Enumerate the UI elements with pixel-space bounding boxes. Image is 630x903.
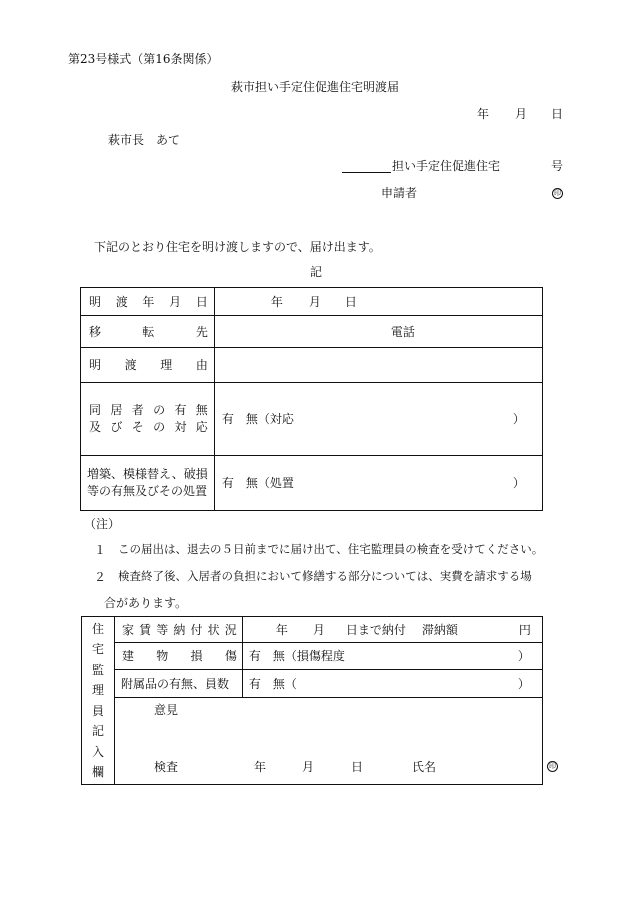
notes-heading: （注） — [84, 517, 121, 531]
label-cell: 附属品の有無、員数 — [114, 670, 242, 698]
label-cell: 明 渡 理 由 — [81, 348, 215, 383]
table-row — [81, 288, 543, 316]
inspector-side-label: 住 宅 監 理 員 記 入 欄 — [82, 617, 115, 785]
damage-field[interactable]: 有 無（損傷程度 ） — [242, 643, 542, 670]
table-row — [82, 643, 543, 670]
note-1-number: １ — [94, 543, 107, 557]
renovation-field[interactable]: 有 無（処置 ） — [214, 456, 542, 511]
label-cell: 増築、模様替え、破損 等の有無及びその処置 — [81, 456, 215, 511]
ki-heading: 記 — [310, 265, 323, 279]
date-day-label: 日 — [551, 107, 564, 121]
document-title: 萩市担い手定住促進住宅明渡届 — [231, 80, 400, 94]
table-row — [82, 670, 543, 698]
table-row — [81, 383, 543, 456]
destination-field[interactable] — [214, 316, 542, 348]
opinion-field[interactable]: 意見 検査 年 月 日 氏名 印 — [114, 698, 542, 785]
table-row — [82, 617, 543, 643]
note-2-text-line2: 合があります。 — [104, 596, 188, 610]
date-month-label: 月 — [515, 107, 528, 121]
table-row — [82, 698, 543, 785]
label-cell: 移 転 先 — [81, 316, 215, 348]
label-cell: 建 物 損 傷 — [114, 643, 242, 670]
seal-mark-inspector: 印 — [548, 762, 556, 770]
table-row — [81, 456, 543, 511]
note-2-number: ２ — [94, 570, 107, 584]
rent-status-field[interactable]: 年 月 日まで納付 滞納額 円 — [242, 617, 542, 643]
inspector-name-label: 氏名 — [411, 760, 436, 774]
date-year-label: 年 — [477, 107, 490, 121]
note-1-text: この届出は、退去の５日前までに届け出て、住宅監理員の検査を受けてください。 — [118, 542, 544, 556]
table-row — [81, 316, 543, 348]
inspector-table — [81, 616, 556, 785]
vacate-date-field[interactable]: 年 月 日 — [214, 288, 542, 316]
cohabitant-field[interactable]: 有 無（対応 ） — [214, 383, 542, 456]
applicant-label: 申請者 — [381, 186, 418, 200]
housing-label: 担い手定住促進住宅 — [392, 159, 501, 173]
addressee: 萩市長 あて — [108, 133, 181, 147]
housing-number-blank — [342, 172, 391, 173]
main-table — [80, 287, 543, 511]
seal-mark-applicant: 印 — [554, 189, 561, 197]
label-cell: 家 賃 等 納 付 状 況 — [114, 617, 242, 643]
housing-number-suffix: 号 — [551, 159, 564, 173]
inspection-label: 検査 — [153, 760, 178, 774]
label-cell: 同 居 者 の 有 無 及 び そ の 対 応 — [81, 383, 215, 456]
intro-text: 下記のとおり住宅を明け渡しますので、届け出ます。 — [94, 240, 381, 254]
form-number: 第23号様式（第16条関係） — [68, 52, 219, 66]
opinion-label: 意見 — [153, 703, 178, 717]
label-cell: 明 渡 年 月 日 — [81, 288, 215, 316]
table-row — [81, 348, 543, 383]
vacate-reason-field[interactable] — [214, 348, 542, 383]
fixtures-field[interactable]: 有 無（ ） — [242, 670, 542, 698]
phone-label: 電話 — [390, 325, 415, 339]
note-2-text-line1: 検査終了後、入居者の負担において修繕する部分については、実費を請求する場 — [118, 569, 532, 583]
